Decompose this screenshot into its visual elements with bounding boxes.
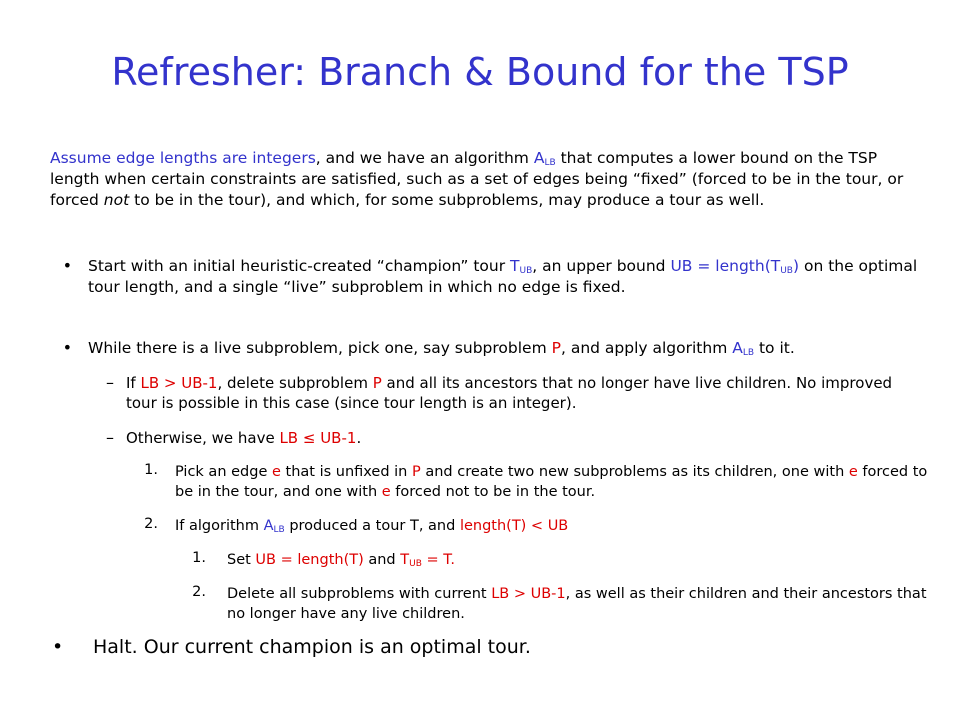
alg-lb: $A_{LB}$ — [533, 149, 556, 168]
step-update: If algorithm $A_{LB}$ produced a tour T, and length(T) < UB — [175, 518, 569, 535]
branch-condition: LB ≤ UB-1 — [279, 429, 357, 447]
bullet-start: Start with an initial heuristic-created “champion” tour $T_{UB}$, an upper bound UB = $length(T_{UB})$ on the optimal tour length, and a single “live” subproblem in which no edge is fixed. — [88, 257, 918, 296]
substep-delete: Delete all subproblems with current LB > UB-1, as well as their children and their ancestors that no longer have any live children. — [227, 586, 927, 622]
dash-marker: – — [106, 373, 114, 392]
edge-e: e — [271, 464, 281, 480]
halt-text: Halt. Our current champion is an optimal tour. — [93, 636, 531, 658]
dash-marker: – — [106, 428, 114, 447]
champion-tour: $T_{UB}$ — [510, 257, 533, 276]
dash-otherwise: Otherwise, we have LB ≤ UB-1. — [126, 429, 362, 447]
subproblem-p: P — [551, 339, 561, 357]
upper-bound-length: $length(T_{UB})$ — [715, 257, 800, 276]
substep-set-ub: Set UB = length(T) and $T_{UB} = T$. — [227, 552, 455, 569]
step-number: 2. — [144, 516, 158, 532]
substep-number: 2. — [192, 584, 206, 600]
intro-emphasis: Assume edge lengths are integers — [50, 149, 316, 167]
set-ub: UB = length(T) — [255, 552, 364, 568]
intro-text: , and we have an algorithm — [315, 149, 534, 167]
bullet-marker: • — [62, 338, 72, 357]
prune-condition: LB > UB-1 — [491, 586, 566, 602]
alg-lb: $A_{LB}$ — [263, 518, 285, 535]
slide-title: Refresher: Branch & Bound for the TSP — [111, 50, 849, 94]
edge-e: e — [381, 484, 391, 500]
intro-not: not — [103, 191, 130, 209]
subproblem-p: P — [411, 464, 421, 480]
bullet-marker: • — [62, 256, 72, 275]
improvement-condition: length(T) < UB — [459, 518, 569, 534]
dash-prune: If LB > UB-1, delete subproblem P and all its ancestors that no longer have live children. No improved tour is possible in this case (since tour length is an integer). — [126, 374, 893, 412]
step-branch: Pick an edge e that is unfixed in P and create two new subproblems as its children, one with e forced to be in the tour, and one with e forced not to be in the tour. — [175, 464, 928, 500]
step-number: 1. — [144, 462, 158, 478]
champion-tour: $T_{UB}$ — [400, 552, 422, 569]
alg-lb: $A_{LB}$ — [732, 339, 755, 358]
intro-paragraph — [50, 148, 930, 211]
upper-bound: UB — [670, 257, 693, 275]
bullet-while: While there is a live subproblem, pick one, say subproblem P, and apply algorithm $A_{LB}$ to it. — [88, 339, 795, 358]
substep-number: 1. — [192, 550, 206, 566]
bullet-marker: • — [52, 636, 64, 658]
subproblem-p: P — [372, 374, 382, 392]
intro-text: that computes a lower bound on the TSP length when certain constraints are satisfied, such as a set of edges being “fixed” (forced to be in the tour, or forced — [50, 149, 904, 209]
edge-e: e — [848, 464, 858, 480]
prune-condition: LB > UB-1 — [140, 374, 218, 392]
intro-text: to be in the tour), and which, for some subproblems, may produce a tour as well. — [129, 191, 765, 209]
